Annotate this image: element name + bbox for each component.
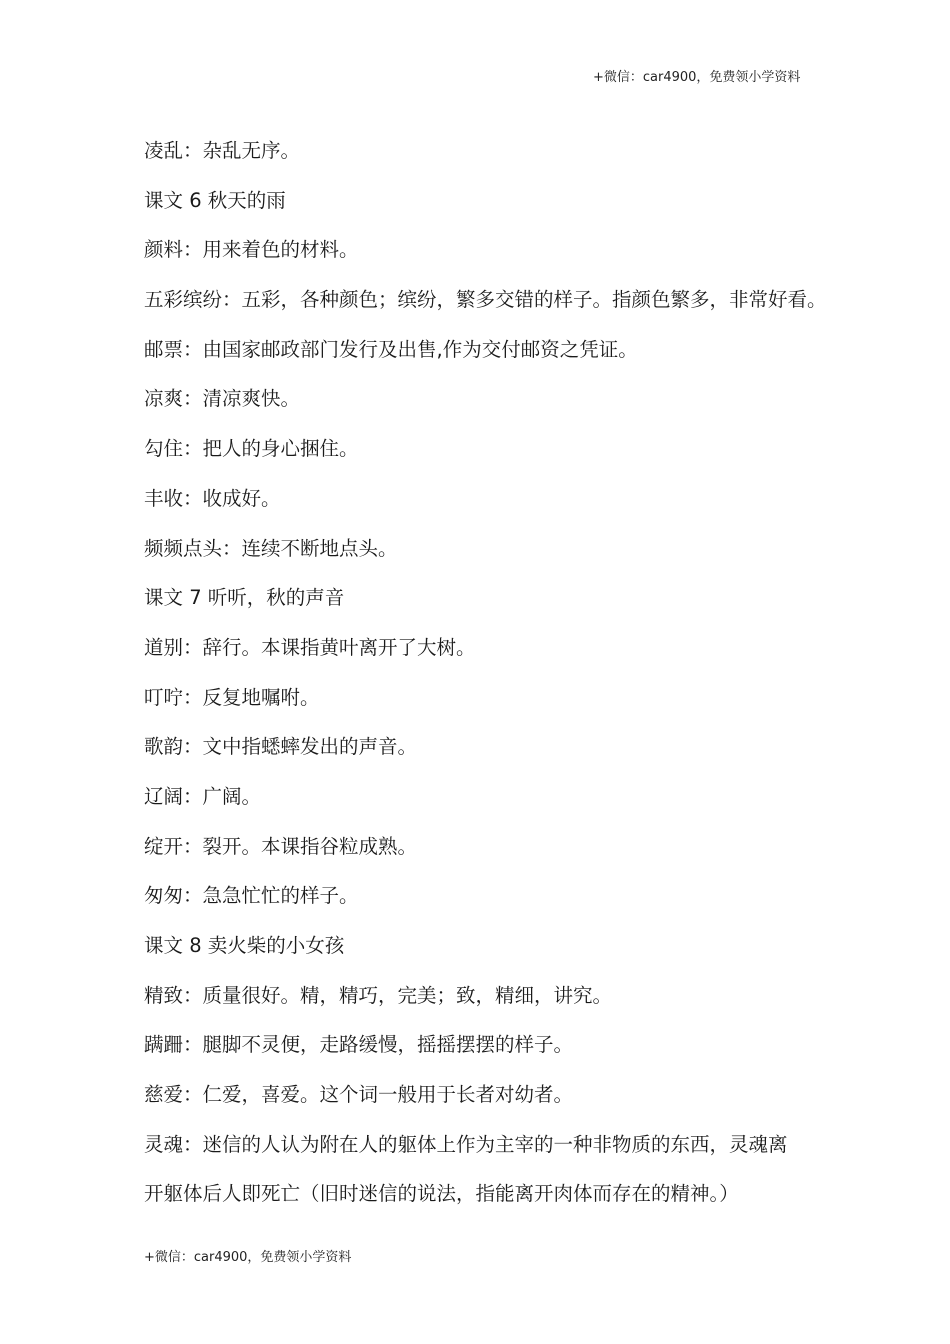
entry-line: 道别：辞行。本课指黄叶离开了大树。 bbox=[144, 635, 476, 659]
footer-watermark-note: +微信：car4900，免费领小学资料 bbox=[144, 1250, 352, 1265]
entry-line: 颜料：用来着色的材料。 bbox=[144, 238, 359, 262]
document-body bbox=[144, 133, 827, 1226]
entry-line: 叮咛：反复地嘱咐。 bbox=[144, 685, 320, 709]
entry-line: 歌韵：文中指蟋蟀发出的声音。 bbox=[144, 735, 418, 759]
entry-line: 频频点头：连续不断地点头。 bbox=[144, 536, 398, 560]
entry-line: 五彩缤纷：五彩，各种颜色；缤纷，繁多交错的样子。指颜色繁多，非常好看。 bbox=[144, 288, 827, 312]
entry-line: 邮票：由国家邮政部门发行及出售,作为交付邮资之凭证。 bbox=[144, 337, 638, 361]
entry-line: 匆匆：急急忙忙的样子。 bbox=[144, 884, 359, 908]
section-heading: 课文 6 秋天的雨 bbox=[144, 188, 286, 212]
entry-line: 凉爽：清凉爽快。 bbox=[144, 387, 301, 411]
entry-line: 精致：质量很好。精，精巧，完美；致，精细，讲究。 bbox=[144, 983, 613, 1007]
entry-line: 灵魂：迷信的人认为附在人的躯体上作为主宰的一种非物质的东西，灵魂离 bbox=[144, 1132, 788, 1156]
header-watermark-note: +微信：car4900，免费领小学资料 bbox=[593, 70, 801, 85]
entry-line: 辽阔：广阔。 bbox=[144, 784, 262, 808]
entry-line: 蹒跚：腿脚不灵便，走路缓慢，摇摇摆摆的样子。 bbox=[144, 1033, 574, 1057]
entry-line: 绽开：裂开。本课指谷粒成熟。 bbox=[144, 834, 418, 858]
section-heading: 课文 7 听听，秋的声音 bbox=[144, 586, 345, 610]
entry-line-continuation: 开躯体后人即死亡（旧时迷信的说法，指能离开肉体而存在的精神。） bbox=[144, 1182, 739, 1206]
section-heading: 课文 8 卖火柴的小女孩 bbox=[144, 934, 345, 957]
entry-line: 凌乱：杂乱无序。 bbox=[144, 139, 301, 162]
entry-line: 丰收：收成好。 bbox=[144, 486, 281, 510]
entry-line: 慈爱：仁爱，喜爱。这个词一般用于长者对幼者。 bbox=[144, 1083, 574, 1107]
entry-line: 勾住：把人的身心捆住。 bbox=[144, 437, 359, 461]
